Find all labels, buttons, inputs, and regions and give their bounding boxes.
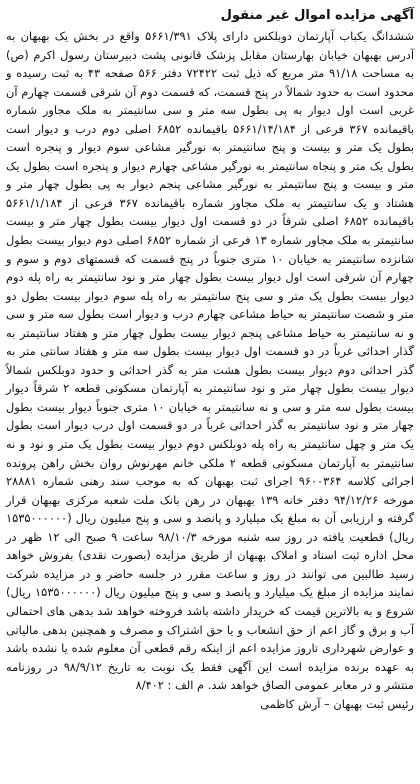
signature-text: رئیس ثبت بهبهان – آرش کاظمی <box>260 696 414 711</box>
notice-body: ششدانگ یکباب آپارتمان دوبلکس دارای پلاک ۵۶۶۱/۳۹۱ واقع در بخش یک بهبهان به آدرس بهبهان خیابان بهارستان مقابل پزشک قانونی پشت دبیرستان رسول اکرم (ص) به مساحت ۹۱/۱۸ متر مربع که ذیل ثبت ۷۲۴۲۲ دفتر ۵۶۶ صفحه ۴۳ به ثبت رسیده و محدود است به حدود شمالاً در پنج قسمت، که قسمت دوم آن شرقی قسمت چهارم آن غربی است اول دیوار به پی بطول سه متر و سی سانتیمتر به ملک مجاور شماره باقیمانده ۳۶۷ فرعی از ۵۶۶۱/۱۴/۱۸۴ باقیمانده ۶۸۵۲ اصلی دوم درب و دیوار است بطول یک متر و بیست و پنج سانتیمتر به نورگیر مشاعی سوم دیوار و پنجره است بطول یک متر و پنجاه سانتیمتر به نورگیر مشاعی چهارم دیوار و پنجره است بطول یک متر و بیست و پنج سانتیمتر به نورگیر مشاعی پنجم دیوار به پی بطول چهار متر و هشتاد و یک سانتیمتر به ملک مجاور شماره باقیمانده ۳۶۷ فرعی از ۵۶۶۱/۱/۱۸۴ باقیمانده ۶۸۵۲ اصلی شرقاً در دو قسمت اول دیوار بیست بطول چهار متر و بیست سانتیمتر به ملک مجاور شماره ۱۳ فرعی از شماره ۶۸۵۲ اصلی دوم دیوار بیست بطول شانزده سانتیمتر به خیابان ۱۰ متری جنوباً در پنج قسمت که قسمتهای دوم و سوم و چهارم آن شرقی است اول دیوار بیست بطول چهار متر و نود سانتیمتر به راه پله دوم دیوار بیست بطول یک متر و سی پنج سانتیمتر به راه پله سوم دیوار بیست بطول دو متر و شصت سانتیمتر به حیاط مشاعی چهارم درب و دیوار است بطول سه متر و سی و نه سانتیمتر به حیاط مشاعی پنجم دیوار بیست بطول چهار متر و هفتاد سانتیمتر به گذار احداثی غرباً در دو قسمت اول دیوار بیست بطول سه متر و هفتاد سانتی متر به گذر احداثی دوم دیوار بیست بطول هشت متر به گذر احداثی و حدود دوبلکس شمالاً دیوار بیست بطول چهار متر و نود سانتیمتر به آپارتمان مسکونی قطعه ۲ شرقاً دیوار بیست بطول سه متر و سی و نه سانتیمتر به خیابان ۱۰ متری جنوباً دیوار بیست بطول چهار متر و نود سانتیمتر به گذر احداثی غرباً در دو قسمت اول درب دیوار است بطول یک متر و چهل سانتیمتر به راه پله دوبلکس دوم دیوار بیست بطول یک متر و نود و نه سانتیمتر به آپارتمان مسکونی قطعه ۲ ملکی خانم مهرنوش روان بخش راهن پرونده اجرائی کلاسه ۹۶۰۰۳۶۴ اجرای ثبت بهبهان که به موجب سند رهنی شماره ۲۸۸۸۱ مورخه ۹۴/۱۲/۲۶ دفتر خانه ۱۳۹ بهبهان در رهن بانک ملت شعبه مرکزی بهبهان قرار گرفته و ارزیابی آن به مبلغ یک میلیارد و پانصد و سی و پنج میلیون ریال (۱۵۳۵۰۰۰۰۰۰ ریال) قطعیت یافته در روز سه شنبه مورخه ۹۸/۱۰/۳ ساعت ۹ صبح الی ۱۲ ظهر در محل اداره ثبت اسناد و املاک بهبهان از طریق مزایده (بصورت نقدی) بفروش خواهد رسید طالبین می توانند در روز و ساعت مقرر در جلسه حاضر و در مزایده شرکت نمایند مزایده از مبلغ یک میلیارد و پانصد و سی و پنج میلیون ریال (۱۵۳۵۰۰۰۰۰۰ ریال) شروع و به بالاترین قیمت که خریدار داشته باشد فروخته خواهد شد بدهی های احتمالی آب و برق و گاز اعم از حق انشعاب و یا حق اشتراک و مصرف و همچنین بدهی مالیاتی و عوارض شهرداری تاروز مزایده اعم از اینکه رقم قطعی آن معلوم شده یا نشده باشد به عهده برنده مزایده است این آگهی فقط یک نوبت به تاریخ ۹۸/۹/۱۲ در روزنامه منتشر و در معابر عمومی الصاق خواهد شد. م الف : ۸/۴۰۲ <box>6 29 415 693</box>
notice-title: آگهی مزایده اموال غیر منقول <box>220 8 414 23</box>
notice-signature <box>6 695 414 714</box>
